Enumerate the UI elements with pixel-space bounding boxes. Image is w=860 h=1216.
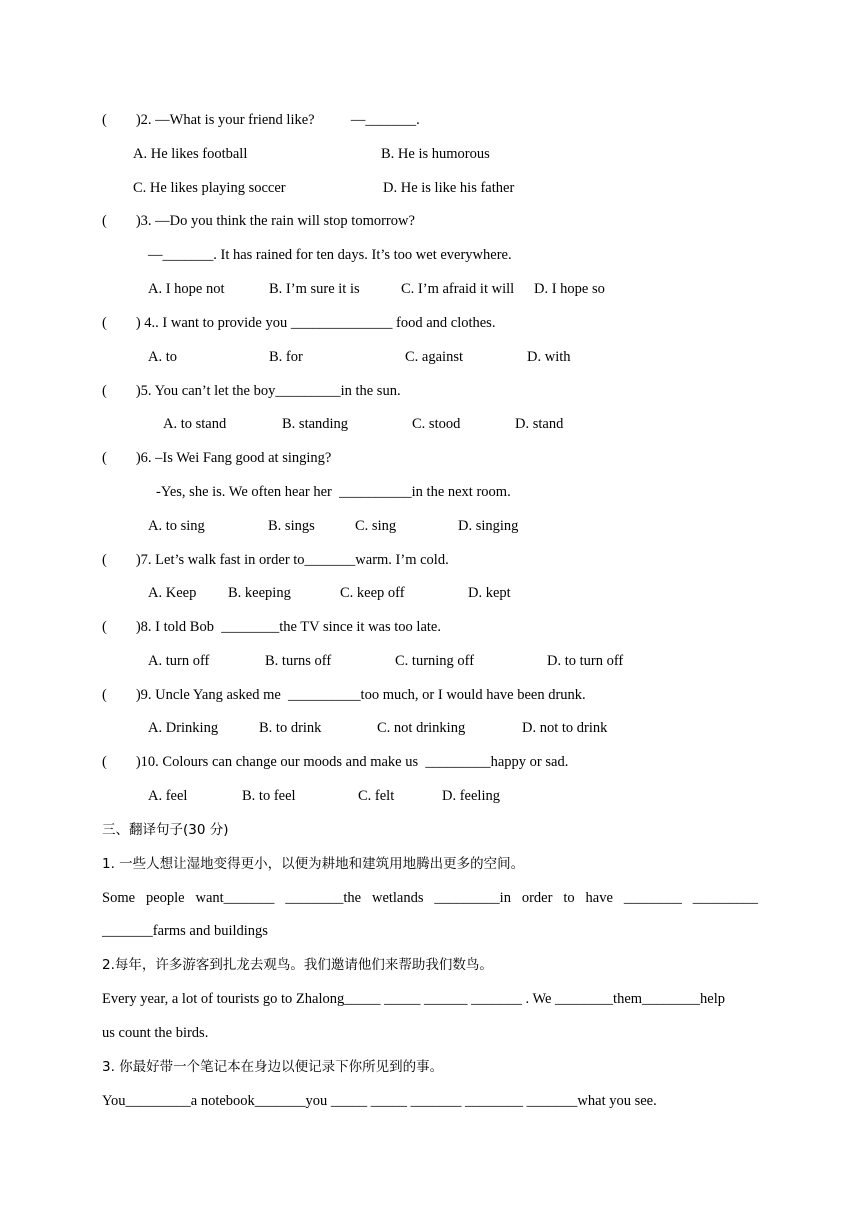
question-3-stem-reply: —_______. It has rained for ten days. It’s too wet everywhere. <box>148 247 512 263</box>
question-9-option-c: C. not drinking <box>377 720 466 736</box>
question-3-option-d: D. I hope so <box>534 281 605 297</box>
question-3-option-c: C. I’m afraid it will <box>401 281 515 297</box>
question-9-option-d: D. not to drink <box>522 720 608 736</box>
sentence-2-english-continued: us count the birds. <box>102 1025 209 1041</box>
question-7-option-b: B. keeping <box>228 585 291 601</box>
question-8-option-d: D. to turn off <box>547 653 624 669</box>
question-10-option-d: D. feeling <box>442 788 500 804</box>
question-4-stem: ( ) 4.. I want to provide you ______________ food and clothes. <box>102 315 496 331</box>
question-5-option-c: C. stood <box>412 416 461 432</box>
question-10-option-c: C. felt <box>358 788 395 804</box>
question-6-option-c: C. sing <box>355 518 397 534</box>
question-4-option-c: C. against <box>405 349 463 365</box>
question-2-option-c: C. He likes playing soccer <box>133 180 286 196</box>
sentence-1-chinese: 1. 一些人想让湿地变得更小，以便为耕地和建筑用地腾出更多的空间。 <box>102 856 525 872</box>
question-3-option-b: B. I’m sure it is <box>269 281 360 297</box>
question-5-option-b: B. standing <box>282 416 349 432</box>
question-2-option-d: D. He is like his father <box>383 180 515 196</box>
question-2-option-b: B. He is humorous <box>381 146 490 162</box>
question-7-stem: ( )7. Let’s walk fast in order to_______warm. I’m cold. <box>102 552 449 568</box>
question-4-option-d: D. with <box>527 349 571 365</box>
question-10-option-a: A. feel <box>148 788 188 804</box>
question-3-stem: ( )3. —Do you think the rain will stop tomorrow? <box>102 213 415 229</box>
question-2-stem: ( )2. —What is your friend like? —_______. <box>102 112 420 128</box>
question-8-option-a: A. turn off <box>148 653 210 669</box>
sentence-1-english-continued: _______farms and buildings <box>102 923 268 939</box>
question-6-option-b: B. sings <box>268 518 315 534</box>
question-8-stem: ( )8. I told Bob ________the TV since it was too late. <box>102 619 441 635</box>
question-7-option-a: A. Keep <box>148 585 197 601</box>
question-5-option-d: D. stand <box>515 416 564 432</box>
question-6-option-d: D. singing <box>458 518 519 534</box>
question-5-option-a: A. to stand <box>163 416 227 432</box>
section-3-heading: 三、翻译句子(30 分) <box>102 822 229 838</box>
question-2-option-a: A. He likes football <box>133 146 248 162</box>
question-4-option-a: A. to <box>148 349 177 365</box>
question-3-option-a: A. I hope not <box>148 281 225 297</box>
question-8-option-b: B. turns off <box>265 653 332 669</box>
question-7-option-d: D. kept <box>468 585 511 601</box>
question-6-stem-reply: -Yes, she is. We often hear her __________in the next room. <box>156 484 511 500</box>
sentence-3-english: You_________a notebook_______you _____ _____ _______ ________ _______what you see. <box>102 1093 657 1109</box>
sentence-2-english: Every year, a lot of tourists go to Zhalong_____ _____ ______ _______ . We ________them________help <box>102 991 726 1007</box>
question-9-option-a: A. Drinking <box>148 720 219 736</box>
sentence-3-chinese: 3. 你最好带一个笔记本在身边以便记录下你所见到的事。 <box>102 1059 444 1075</box>
question-4-option-b: B. for <box>269 349 303 365</box>
question-6-stem: ( )6. –Is Wei Fang good at singing? <box>102 450 332 466</box>
question-9-option-b: B. to drink <box>259 720 322 736</box>
question-5-stem: ( )5. You can’t let the boy_________in the sun. <box>102 383 401 399</box>
question-6-option-a: A. to sing <box>148 518 205 534</box>
question-8-option-c: C. turning off <box>395 653 475 669</box>
sentence-1-english: Some people want_______ ________the wetlands _________in order to have ________ _________ <box>102 890 758 906</box>
question-9-stem: ( )9. Uncle Yang asked me __________too much, or I would have been drunk. <box>102 687 586 703</box>
sentence-2-chinese: 2.每年，许多游客到扎龙去观鸟。我们邀请他们来帮助我们数鸟。 <box>102 957 493 973</box>
question-10-option-b: B. to feel <box>242 788 296 804</box>
question-10-stem: ( )10. Colours can change our moods and make us _________happy or sad. <box>102 754 569 770</box>
question-7-option-c: C. keep off <box>340 585 405 601</box>
